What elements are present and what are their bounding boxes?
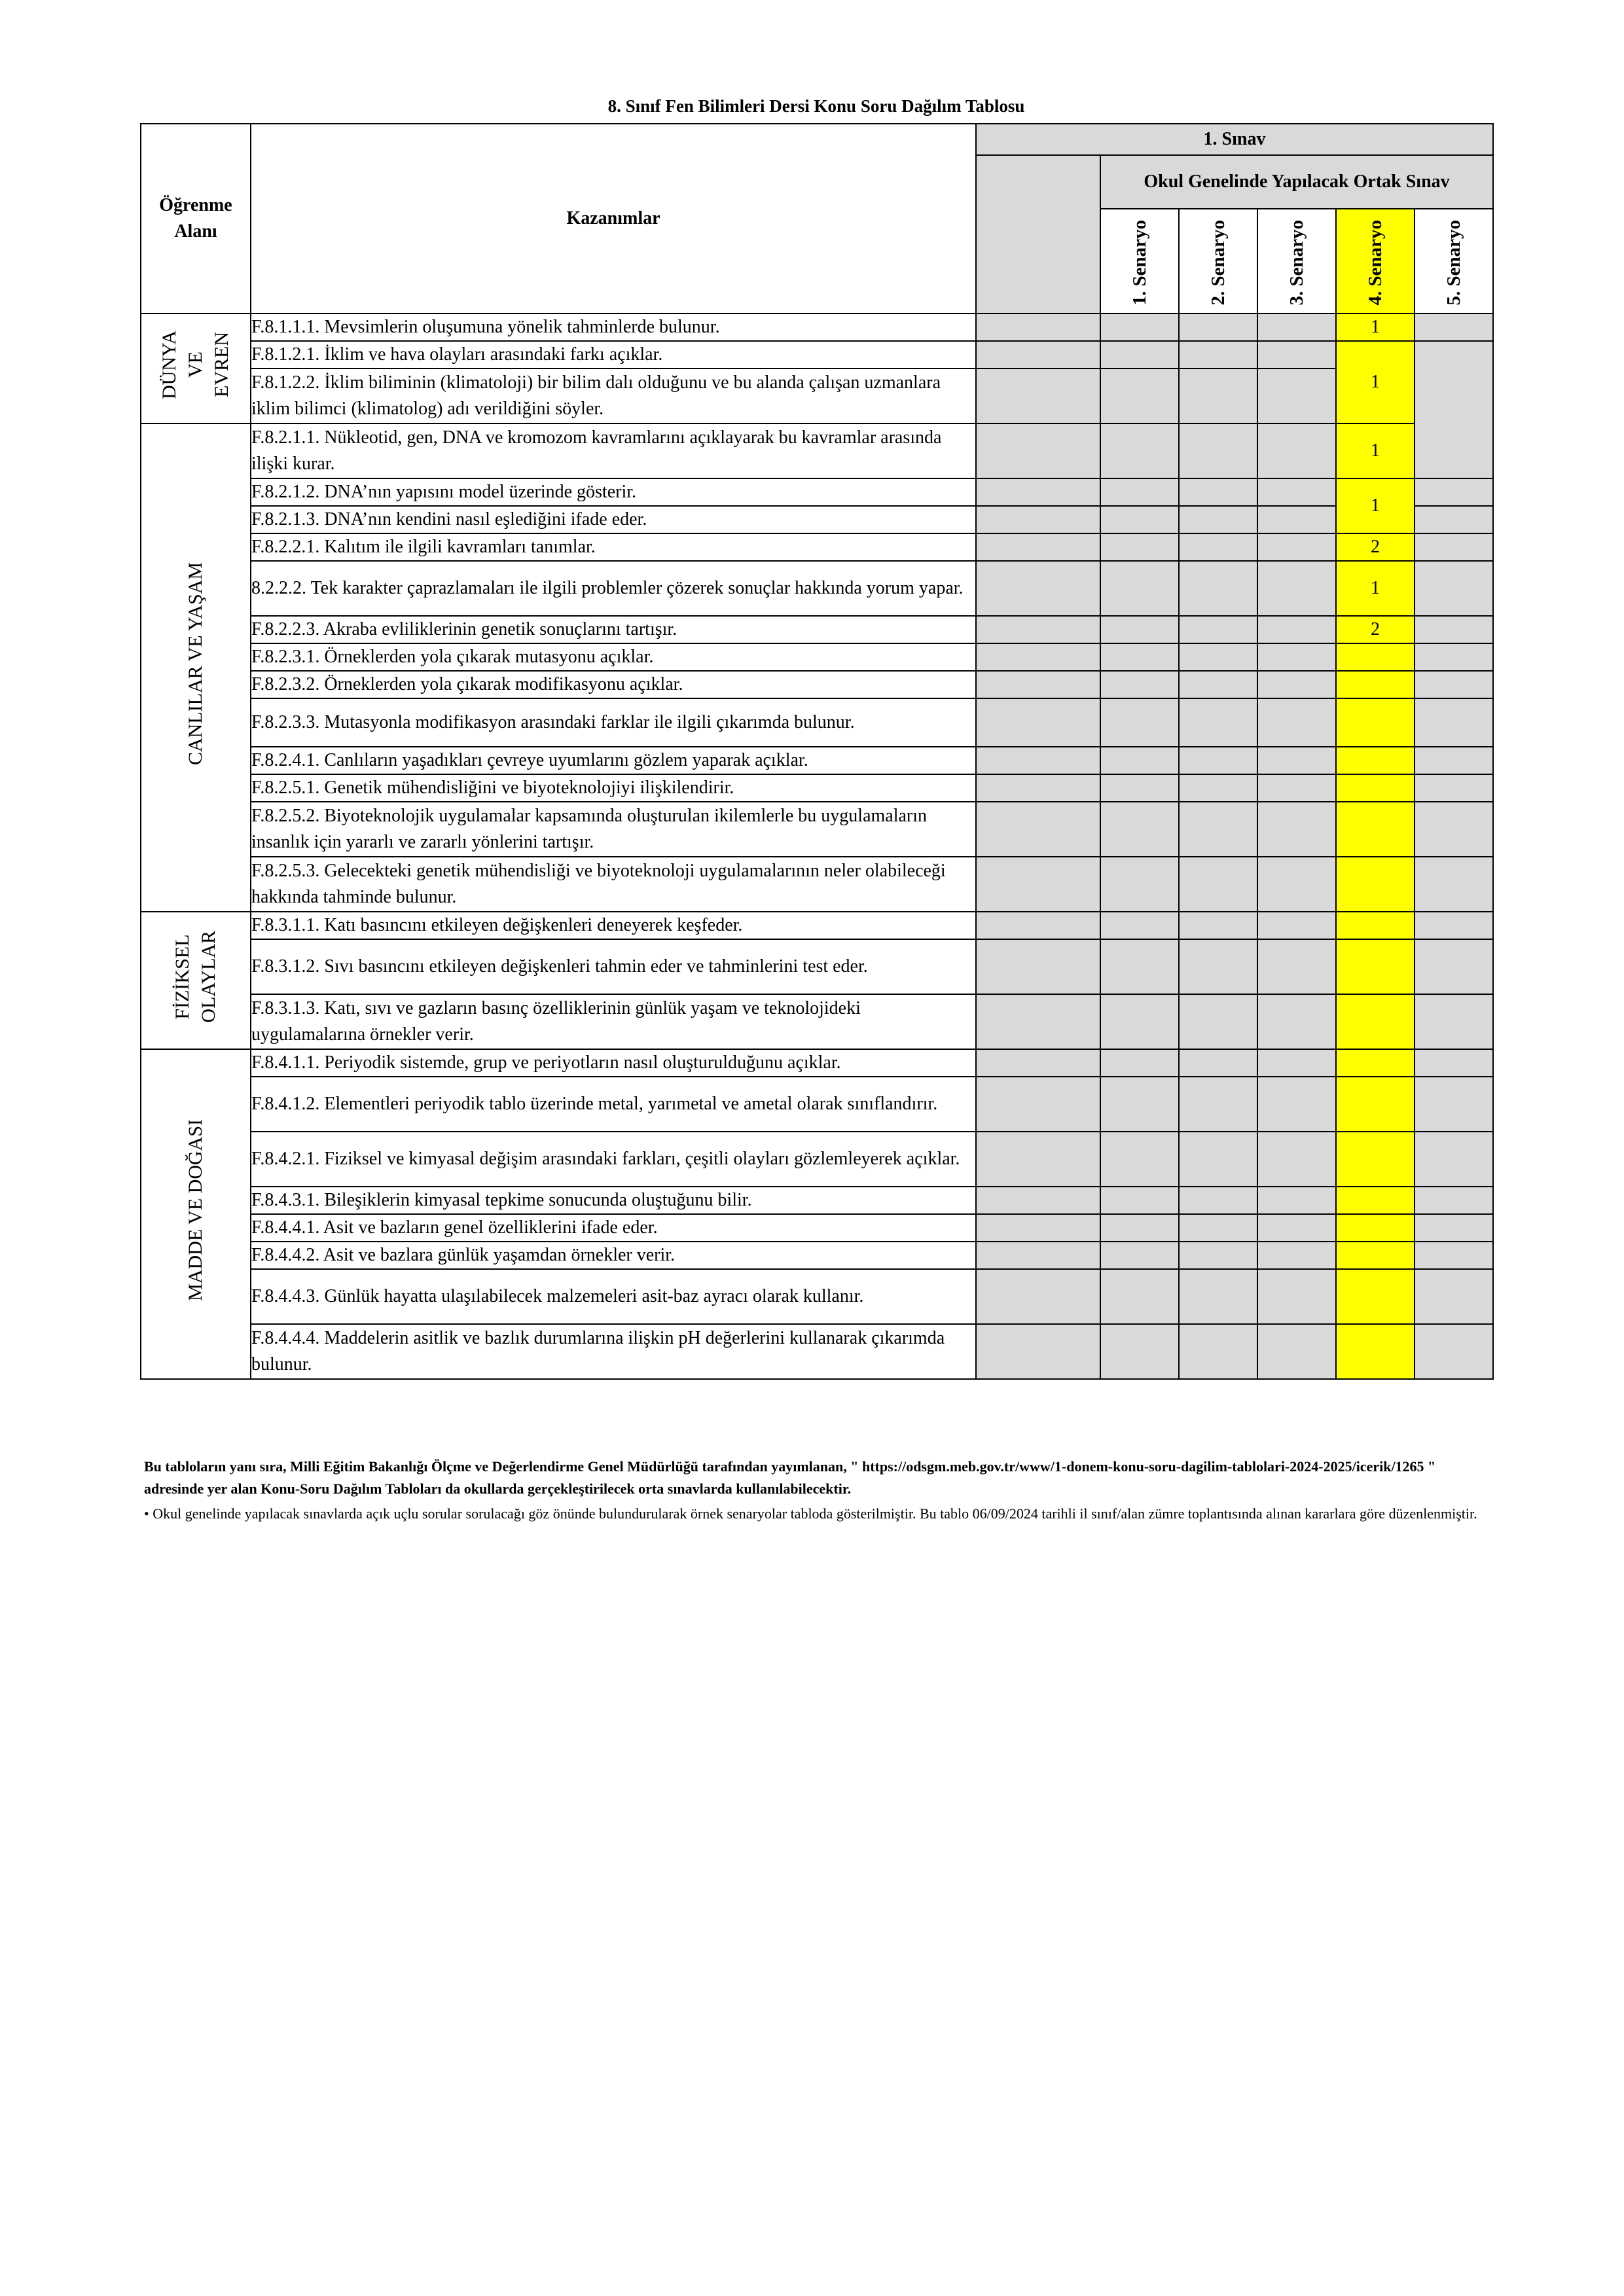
table-row: [141, 561, 1493, 616]
senaryo-cell: [1257, 368, 1336, 423]
table-row: [141, 912, 1493, 939]
senaryo-cell: [976, 478, 1100, 506]
senaryo-cell: [1257, 802, 1336, 857]
senaryo-cell: [1257, 1324, 1336, 1379]
senaryo-4-cell: [1336, 747, 1415, 774]
senaryo-4-cell: [1336, 698, 1415, 747]
senaryo-5-cell: [1415, 341, 1493, 478]
table-row: [141, 698, 1493, 747]
table-row: [141, 857, 1493, 912]
senaryo-cell: [1257, 1049, 1336, 1077]
senaryo-4-cell: [1336, 802, 1415, 857]
distribution-table: [140, 123, 1494, 1380]
senaryo-cell: [1100, 939, 1179, 994]
kazanim-cell: F.8.4.4.3. Günlük hayatta ulaşılabilecek malzemeleri asit-baz ayracı olarak kullanır.: [251, 1269, 976, 1324]
kazanim-cell: F.8.1.1.1. Mevsimlerin oluşumuna yönelik tahminlerde bulunur.: [251, 314, 976, 341]
senaryo-cell: [1100, 1269, 1179, 1324]
senaryo-cell: [976, 939, 1100, 994]
senaryo-cell: [1257, 698, 1336, 747]
senaryo-cell: [1100, 912, 1179, 939]
footnote-odsgm: Bu tabloların yanı sıra, Milli Eğitim Bakanlığı Ölçme ve Değerlendirme Genel Müdürlüğü tarafından yayımlanan, " https://odsgm.meb.gov.tr/www/1-donem-konu-soru-dagilim-tablolari-2024-2025/icerik/1265 " adresinde yer alan Konu-Soru Dağılım Tabloları da okullarda gerçekleştirilecek orta sınavlarda kullanılabilecektir.: [144, 1458, 1436, 1497]
senaryo-cell: [1257, 747, 1336, 774]
kazanim-cell: F.8.4.1.2. Elementleri periyodik tablo üzerinde metal, yarımetal ve ametal olarak sınıflandırır.: [251, 1077, 976, 1132]
header-kazanimlar: Kazanımlar: [251, 124, 976, 314]
area-canlilar-ve-yasam: [141, 423, 251, 912]
table-row: [141, 423, 1493, 478]
kazanim-cell: F.8.4.3.1. Bileşiklerin kimyasal tepkime sonucunda oluştuğunu bilir.: [251, 1187, 976, 1214]
senaryo-5-cell: [1415, 802, 1493, 857]
senaryo-4-cell: [1336, 1132, 1415, 1187]
table-row: [141, 747, 1493, 774]
kazanim-cell: 8.2.2.2. Tek karakter çaprazlamaları ile ilgili problemler çözerek sonuçlar hakkında yorum yapar.: [251, 561, 976, 616]
senaryo-cell: [1100, 1187, 1179, 1214]
senaryo-5-cell: [1415, 747, 1493, 774]
kazanim-cell: F.8.1.2.1. İklim ve hava olayları arasındaki farkı açıklar.: [251, 341, 976, 368]
senaryo-cell: [1179, 643, 1257, 671]
senaryo-5-cell: [1415, 314, 1493, 341]
senaryo-cell: [976, 561, 1100, 616]
senaryo-cell: [1100, 423, 1179, 478]
senaryo-cell: [976, 1049, 1100, 1077]
senaryo-cell: [1179, 747, 1257, 774]
area-label-line: OLAYLAR: [198, 930, 219, 1023]
senaryo-5-cell: [1415, 1187, 1493, 1214]
header-sinav: 1. Sınav: [976, 124, 1493, 155]
senaryo-cell: [1100, 506, 1179, 533]
senaryo-cell: [1179, 1214, 1257, 1242]
area-label-line: MADDE VE DOĞASI: [185, 1119, 206, 1301]
table-row: [141, 506, 1493, 533]
senaryo-cell: [976, 1187, 1100, 1214]
senaryo-5-cell: [1415, 774, 1493, 802]
senaryo-cell: [1179, 671, 1257, 698]
area-fiziksel-olaylar: [141, 912, 251, 1049]
senaryo-cell: [1179, 1132, 1257, 1187]
table-row: [141, 341, 1493, 368]
senaryo-cell: [1100, 368, 1179, 423]
senaryo-cell: [1100, 341, 1179, 368]
table-row: [141, 478, 1493, 506]
senaryo-cell: [1257, 1132, 1336, 1187]
senaryo-5-cell: [1415, 1132, 1493, 1187]
senaryo-5-cell: [1415, 533, 1493, 561]
kazanim-cell: F.8.3.1.3. Katı, sıvı ve gazların basınç özelliklerinin günlük yaşam ve teknolojideki uygulamalarına örnekler verir.: [251, 994, 976, 1049]
senaryo-cell: [1179, 616, 1257, 643]
senaryo-cell: [976, 423, 1100, 478]
senaryo-4-cell: 1: [1336, 314, 1415, 341]
senaryo-cell: [1257, 939, 1336, 994]
header-blank-cell: [976, 155, 1100, 314]
senaryo-cell: [976, 643, 1100, 671]
table-row: [141, 1049, 1493, 1077]
kazanim-cell: F.8.2.1.3. DNA’nın kendini nasıl eşlediğini ifade eder.: [251, 506, 976, 533]
senaryo-cell: [1179, 774, 1257, 802]
senaryo-cell: [1257, 1214, 1336, 1242]
senaryo-4-cell: 1: [1336, 478, 1415, 533]
table-row: [141, 616, 1493, 643]
senaryo-cell: [976, 912, 1100, 939]
table-row: [141, 1242, 1493, 1269]
senaryo-cell: [1100, 643, 1179, 671]
senaryo-cell: [1179, 506, 1257, 533]
senaryo-cell: [976, 616, 1100, 643]
kazanim-cell: F.8.2.5.3. Gelecekteki genetik mühendisliği ve biyoteknoloji uygulamalarının neler olabileceği hakkında tahminde bulunur.: [251, 857, 976, 912]
senaryo-cell: [1100, 314, 1179, 341]
senaryo-5-cell: [1415, 857, 1493, 912]
kazanim-cell: F.8.4.2.1. Fiziksel ve kimyasal değişim arasındaki farkları, çeşitli olayları gözlemleyerek açıklar.: [251, 1132, 976, 1187]
senaryo-4-cell: [1336, 671, 1415, 698]
table-row: [141, 1269, 1493, 1324]
header-okul-genelinde: Okul Genelinde Yapılacak Ortak Sınav: [1100, 155, 1493, 209]
area-label-line: CANLILAR VE YAŞAM: [185, 562, 206, 766]
senaryo-cell: [1100, 747, 1179, 774]
senaryo-cell: [1100, 1214, 1179, 1242]
table-row: [141, 671, 1493, 698]
senaryo-cell: [1179, 561, 1257, 616]
header-ogrenme-alani: Öğrenme Alanı: [141, 124, 251, 314]
senaryo-cell: [976, 1269, 1100, 1324]
senaryo-cell: [1179, 368, 1257, 423]
senaryo-5-cell: [1415, 1049, 1493, 1077]
senaryo-cell: [1179, 802, 1257, 857]
header-senaryo-4: 4. Senaryo: [1336, 209, 1415, 314]
table-row: [141, 1187, 1493, 1214]
senaryo-4-cell: 1: [1336, 423, 1415, 478]
senaryo-4-cell: [1336, 774, 1415, 802]
senaryo-4-cell: [1336, 857, 1415, 912]
senaryo-cell: [976, 774, 1100, 802]
table-row: [141, 994, 1493, 1049]
area-madde-ve-dogasi-label: [183, 1119, 209, 1301]
senaryo-cell: [1179, 1049, 1257, 1077]
senaryo-cell: [1257, 1269, 1336, 1324]
kazanim-cell: F.8.2.2.3. Akraba evliliklerinin genetik sonuçlarını tartışır.: [251, 616, 976, 643]
senaryo-cell: [976, 341, 1100, 368]
senaryo-cell: [1179, 994, 1257, 1049]
senaryo-4-cell: [1336, 1049, 1415, 1077]
footnote-senaryo: • Okul genelinde yapılacak sınavlarda açık uçlu sorular sorulacağı göz önünde bulundurularak örnek senaryolar tabloda gösterilmiştir. Bu tablo 06/09/2024 tarihli il sınıf/alan zümre toplantısında alınan kararlara göre düzenlenmiştir.: [144, 1505, 1477, 1522]
senaryo-cell: [976, 857, 1100, 912]
table-row: [141, 1324, 1493, 1379]
area-label-line: EVREN: [211, 332, 232, 397]
senaryo-cell: [1100, 671, 1179, 698]
senaryo-4-cell: [1336, 1077, 1415, 1132]
senaryo-cell: [1257, 423, 1336, 478]
senaryo-cell: [1257, 643, 1336, 671]
table-row: [141, 533, 1493, 561]
senaryo-5-cell: [1415, 506, 1493, 533]
senaryo-5-cell: [1415, 478, 1493, 506]
senaryo-5-cell: [1415, 1269, 1493, 1324]
senaryo-cell: [1257, 341, 1336, 368]
senaryo-cell: [1179, 1242, 1257, 1269]
senaryo-4-cell: [1336, 1242, 1415, 1269]
table-row: [141, 368, 1493, 423]
senaryo-cell: [1257, 994, 1336, 1049]
senaryo-4-cell: 2: [1336, 533, 1415, 561]
senaryo-5-cell: [1415, 1077, 1493, 1132]
senaryo-4-cell: 1: [1336, 561, 1415, 616]
table-row: [141, 643, 1493, 671]
senaryo-cell: [1100, 1242, 1179, 1269]
senaryo-cell: [1257, 561, 1336, 616]
senaryo-cell: [976, 533, 1100, 561]
header-senaryo-3: 3. Senaryo: [1257, 209, 1336, 314]
kazanim-cell: F.8.4.4.1. Asit ve bazların genel özelliklerini ifade eder.: [251, 1214, 976, 1242]
senaryo-4-cell: 1: [1336, 341, 1415, 423]
senaryo-4-cell: [1336, 939, 1415, 994]
kazanim-cell: F.8.4.1.1. Periyodik sistemde, grup ve periyotların nasıl oluşturulduğunu açıklar.: [251, 1049, 976, 1077]
area-dunya-ve-evren-label: [156, 331, 235, 399]
senaryo-5-cell: [1415, 643, 1493, 671]
senaryo-cell: [1179, 857, 1257, 912]
senaryo-cell: [1179, 478, 1257, 506]
senaryo-5-cell: [1415, 561, 1493, 616]
senaryo-4-cell: [1336, 912, 1415, 939]
senaryo-5-cell: [1415, 1324, 1493, 1379]
senaryo-cell: [1179, 912, 1257, 939]
senaryo-cell: [1100, 1077, 1179, 1132]
area-canlilar-ve-yasam-label: [183, 562, 209, 765]
senaryo-4-cell: [1336, 1187, 1415, 1214]
kazanim-cell: F.8.3.1.2. Sıvı basıncını etkileyen değişkenleri tahmin eder ve tahminlerini test eder.: [251, 939, 976, 994]
senaryo-cell: [976, 1242, 1100, 1269]
senaryo-cell: [976, 314, 1100, 341]
header-senaryo-2: 2. Senaryo: [1179, 209, 1257, 314]
senaryo-cell: [1257, 616, 1336, 643]
table-row: [141, 939, 1493, 994]
senaryo-cell: [1100, 561, 1179, 616]
senaryo-cell: [976, 1324, 1100, 1379]
area-label-line: DÜNYA: [158, 330, 180, 399]
kazanim-cell: F.8.1.2.2. İklim biliminin (klimatoloji) bir bilim dalı olduğunu ve bu alanda çalışan uzmanlara iklim bilimci (klimatolog) adı verildiğini söyler.: [251, 368, 976, 423]
kazanim-cell: F.8.4.4.2. Asit ve bazlara günlük yaşamdan örnekler verir.: [251, 1242, 976, 1269]
area-fiziksel-olaylar-label: [170, 931, 222, 1023]
senaryo-5-cell: [1415, 698, 1493, 747]
kazanim-cell: F.8.2.3.2. Örneklerden yola çıkarak modifikasyonu açıklar.: [251, 671, 976, 698]
senaryo-cell: [1257, 912, 1336, 939]
table-row: [141, 1214, 1493, 1242]
senaryo-cell: [976, 1214, 1100, 1242]
senaryo-5-cell: [1415, 939, 1493, 994]
table-row: [141, 802, 1493, 857]
senaryo-cell: [976, 1077, 1100, 1132]
senaryo-cell: [1257, 533, 1336, 561]
area-label-line: FİZİKSEL: [171, 934, 193, 1019]
kazanim-cell: F.8.2.4.1. Canlıların yaşadıkları çevreye uyumlarını gözlem yaparak açıklar.: [251, 747, 976, 774]
area-madde-ve-dogasi: [141, 1049, 251, 1379]
kazanim-cell: F.8.3.1.1. Katı basıncını etkileyen değişkenleri deneyerek keşfeder.: [251, 912, 976, 939]
senaryo-cell: [976, 994, 1100, 1049]
kazanim-cell: F.8.4.4.4. Maddelerin asitlik ve bazlık durumlarına ilişkin pH değerlerini kullanarak çıkarımda bulunur.: [251, 1324, 976, 1379]
senaryo-4-cell: [1336, 994, 1415, 1049]
senaryo-cell: [1179, 341, 1257, 368]
senaryo-5-cell: [1415, 671, 1493, 698]
senaryo-cell: [1179, 1077, 1257, 1132]
area-label-line: VE: [185, 351, 206, 378]
kazanim-cell: F.8.2.2.1. Kalıtım ile ilgili kavramları tanımlar.: [251, 533, 976, 561]
kazanim-cell: F.8.2.5.1. Genetik mühendisliğini ve biyoteknolojiyi ilişkilendirir.: [251, 774, 976, 802]
senaryo-5-cell: [1415, 912, 1493, 939]
senaryo-cell: [976, 1132, 1100, 1187]
kazanim-cell: F.8.2.3.3. Mutasyonla modifikasyon arasındaki farklar ile ilgili çıkarımda bulunur.: [251, 698, 976, 747]
senaryo-cell: [1257, 506, 1336, 533]
senaryo-5-cell: [1415, 616, 1493, 643]
senaryo-cell: [1100, 698, 1179, 747]
senaryo-cell: [1257, 774, 1336, 802]
header-senaryo-5: 5. Senaryo: [1415, 209, 1493, 314]
senaryo-5-cell: [1415, 994, 1493, 1049]
area-dunya-ve-evren: [141, 314, 251, 423]
senaryo-cell: [1179, 1324, 1257, 1379]
kazanim-cell: F.8.2.1.1. Nükleotid, gen, DNA ve kromozom kavramlarını açıklayarak bu kavramlar arasında ilişki kurar.: [251, 423, 976, 478]
senaryo-cell: [1179, 698, 1257, 747]
senaryo-cell: [1100, 994, 1179, 1049]
senaryo-cell: [1257, 1242, 1336, 1269]
senaryo-cell: [976, 671, 1100, 698]
kazanim-cell: F.8.2.5.2. Biyoteknolojik uygulamalar kapsamında oluşturulan ikilemlerle bu uygulamaların insanlık için yararlı ve zararlı yönlerini tartışır.: [251, 802, 976, 857]
senaryo-cell: [1179, 939, 1257, 994]
senaryo-cell: [976, 698, 1100, 747]
table-row: [141, 314, 1493, 341]
senaryo-cell: [1100, 774, 1179, 802]
senaryo-cell: [1179, 1269, 1257, 1324]
senaryo-cell: [1179, 533, 1257, 561]
senaryo-cell: [1179, 1187, 1257, 1214]
senaryo-cell: [1179, 423, 1257, 478]
senaryo-cell: [1257, 314, 1336, 341]
senaryo-cell: [1179, 314, 1257, 341]
table-row: [141, 774, 1493, 802]
senaryo-cell: [1257, 671, 1336, 698]
table-row: [141, 1077, 1493, 1132]
senaryo-cell: [1100, 1324, 1179, 1379]
table-row: [141, 1132, 1493, 1187]
senaryo-cell: [976, 747, 1100, 774]
senaryo-4-cell: [1336, 1269, 1415, 1324]
senaryo-5-cell: [1415, 1214, 1493, 1242]
senaryo-4-cell: 2: [1336, 616, 1415, 643]
senaryo-cell: [1100, 857, 1179, 912]
senaryo-4-cell: [1336, 1324, 1415, 1379]
senaryo-cell: [1100, 802, 1179, 857]
page-title: 8. Sınıf Fen Bilimleri Dersi Konu Soru Dağılım Tablosu: [607, 96, 1025, 116]
kazanim-cell: F.8.2.1.2. DNA’nın yapısını model üzerinde gösterir.: [251, 478, 976, 506]
senaryo-cell: [1257, 478, 1336, 506]
senaryo-cell: [1100, 616, 1179, 643]
senaryo-cell: [976, 802, 1100, 857]
senaryo-cell: [1257, 1077, 1336, 1132]
senaryo-cell: [976, 368, 1100, 423]
kazanim-cell: F.8.2.3.1. Örneklerden yola çıkarak mutasyonu açıklar.: [251, 643, 976, 671]
senaryo-5-cell: [1415, 1242, 1493, 1269]
senaryo-cell: [1100, 1132, 1179, 1187]
senaryo-cell: [976, 506, 1100, 533]
senaryo-4-cell: [1336, 1214, 1415, 1242]
senaryo-cell: [1100, 478, 1179, 506]
senaryo-cell: [1257, 857, 1336, 912]
senaryo-cell: [1100, 533, 1179, 561]
senaryo-4-cell: [1336, 643, 1415, 671]
header-senaryo-1: 1. Senaryo: [1100, 209, 1179, 314]
senaryo-cell: [1100, 1049, 1179, 1077]
senaryo-cell: [1257, 1187, 1336, 1214]
